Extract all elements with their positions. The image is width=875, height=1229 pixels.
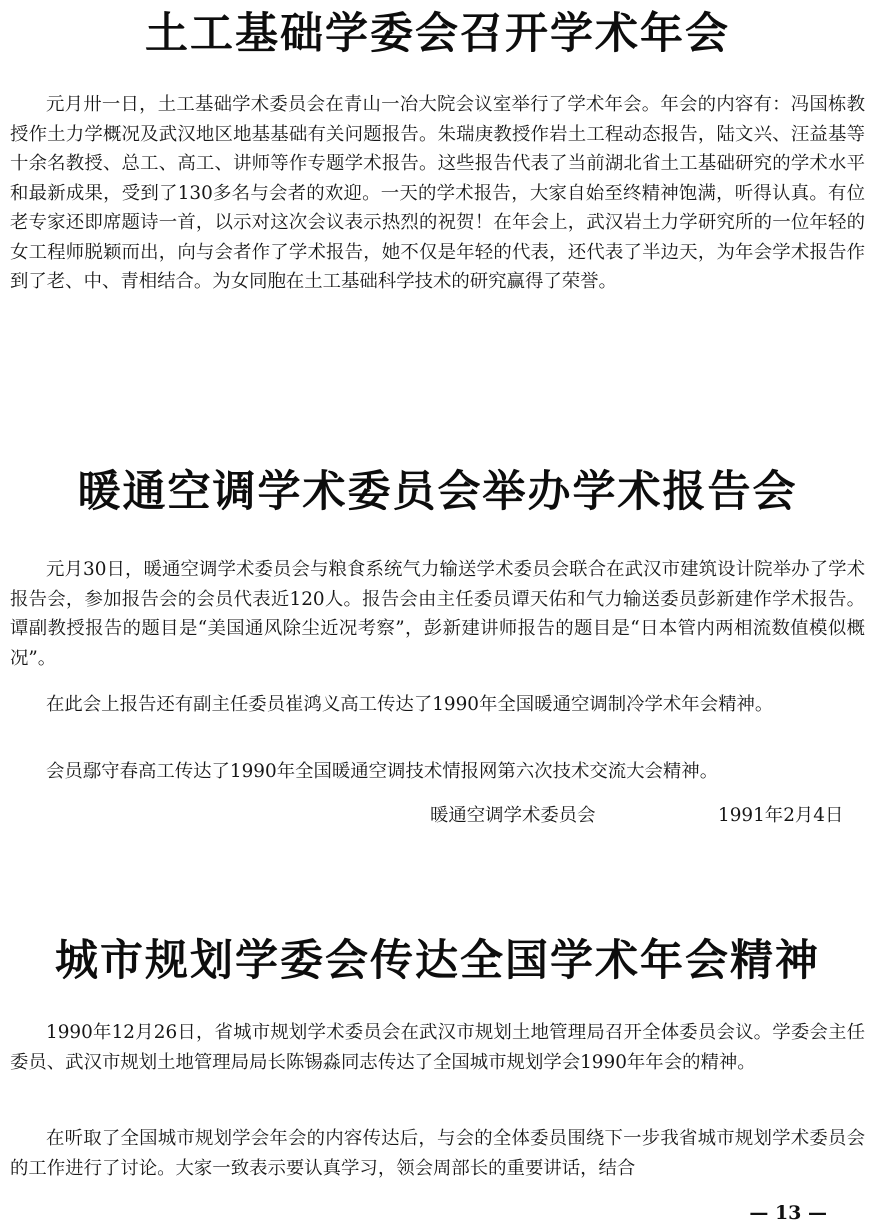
article-2-title: 暖通空调学术委员会举办学术报告会 <box>77 467 798 517</box>
article-2-paragraph-1: 元月30日，暖通空调学术委员会与粮食系统气力输送学术委员会联合在武汉市建筑设计院举办了学术报告会，参加报告会的会员代表近120人。报告会由主任委员谭天佑和气力输送委员彭新建作学术报告。谭副教授报告的题目是“美国通风除尘近况考察”，彭新建讲师报告的题目是“日本管内两相流数值模似概况”。 <box>10 559 865 669</box>
signature-organization: 暖通空调学术委员会 <box>430 805 596 826</box>
article-3-title: 城市规划学委会传达全国学术年会精神 <box>55 936 820 986</box>
article-1-paragraph-1: 元月卅一日，土工基础学术委员会在青山一冶大院会议室举行了学术年会。年会的内容有：冯国栋教授作土力学概况及武汉地区地基基础有关问题报告。朱瑞庚教授作岩土工程动态报告，陆文兴、汪益基等十余名教授、总工、高工、讲师等作专题学术报告。这些报告代表了当前湖北省土工基础研究的学术水平和最新成果，受到了130多名与会者的欢迎。一天的学术报告，大家自始至终精神饱满，听得认真。有位老专家还即席题诗一首，以示对这次会议表示热烈的祝贺！在年会上，武汉岩土力学研究所的一位年轻的女工程师脱颖而出，向与会者作了学术报告，她不仅是年轻的代表，还代表了半边天，为年会学术报告作到了老、中、青相结合。为女同胞在土工基础科学技术的研究赢得了荣誉。 <box>10 94 865 292</box>
article-3-paragraph-2: 在听取了全国城市规划学会年会的内容传达后，与会的全体委员围绕下一步我省城市规划学术委员会的工作进行了讨论。大家一致表示要认真学习，领会周部长的重要讲话，结合 <box>10 1128 865 1179</box>
article-2-paragraph-2: 在此会上报告还有副主任委员崔鸿义高工传达了1990年全国暖通空调制冷学术年会精神。 <box>46 694 774 715</box>
page-number: — 13 — <box>749 1202 827 1224</box>
article-2-paragraph-3: 会员鄢守春高工传达了1990年全国暖通空调技术情报网第六次技术交流大会精神。 <box>46 761 719 782</box>
article-2-signature <box>430 801 850 831</box>
article-3-paragraph-1: 1990年12月26日，省城市规划学术委员会在武汉市规划土地管理局召开全体委员会议。学委会主任委员、武汉市规划土地管理局局长陈锡淼同志传达了全国城市规划学会1990年年会的精神。 <box>10 1022 865 1073</box>
signature-date: 1991年2月4日 <box>718 805 844 826</box>
article-1-title: 土工基础学委会召开学术年会 <box>145 9 730 59</box>
